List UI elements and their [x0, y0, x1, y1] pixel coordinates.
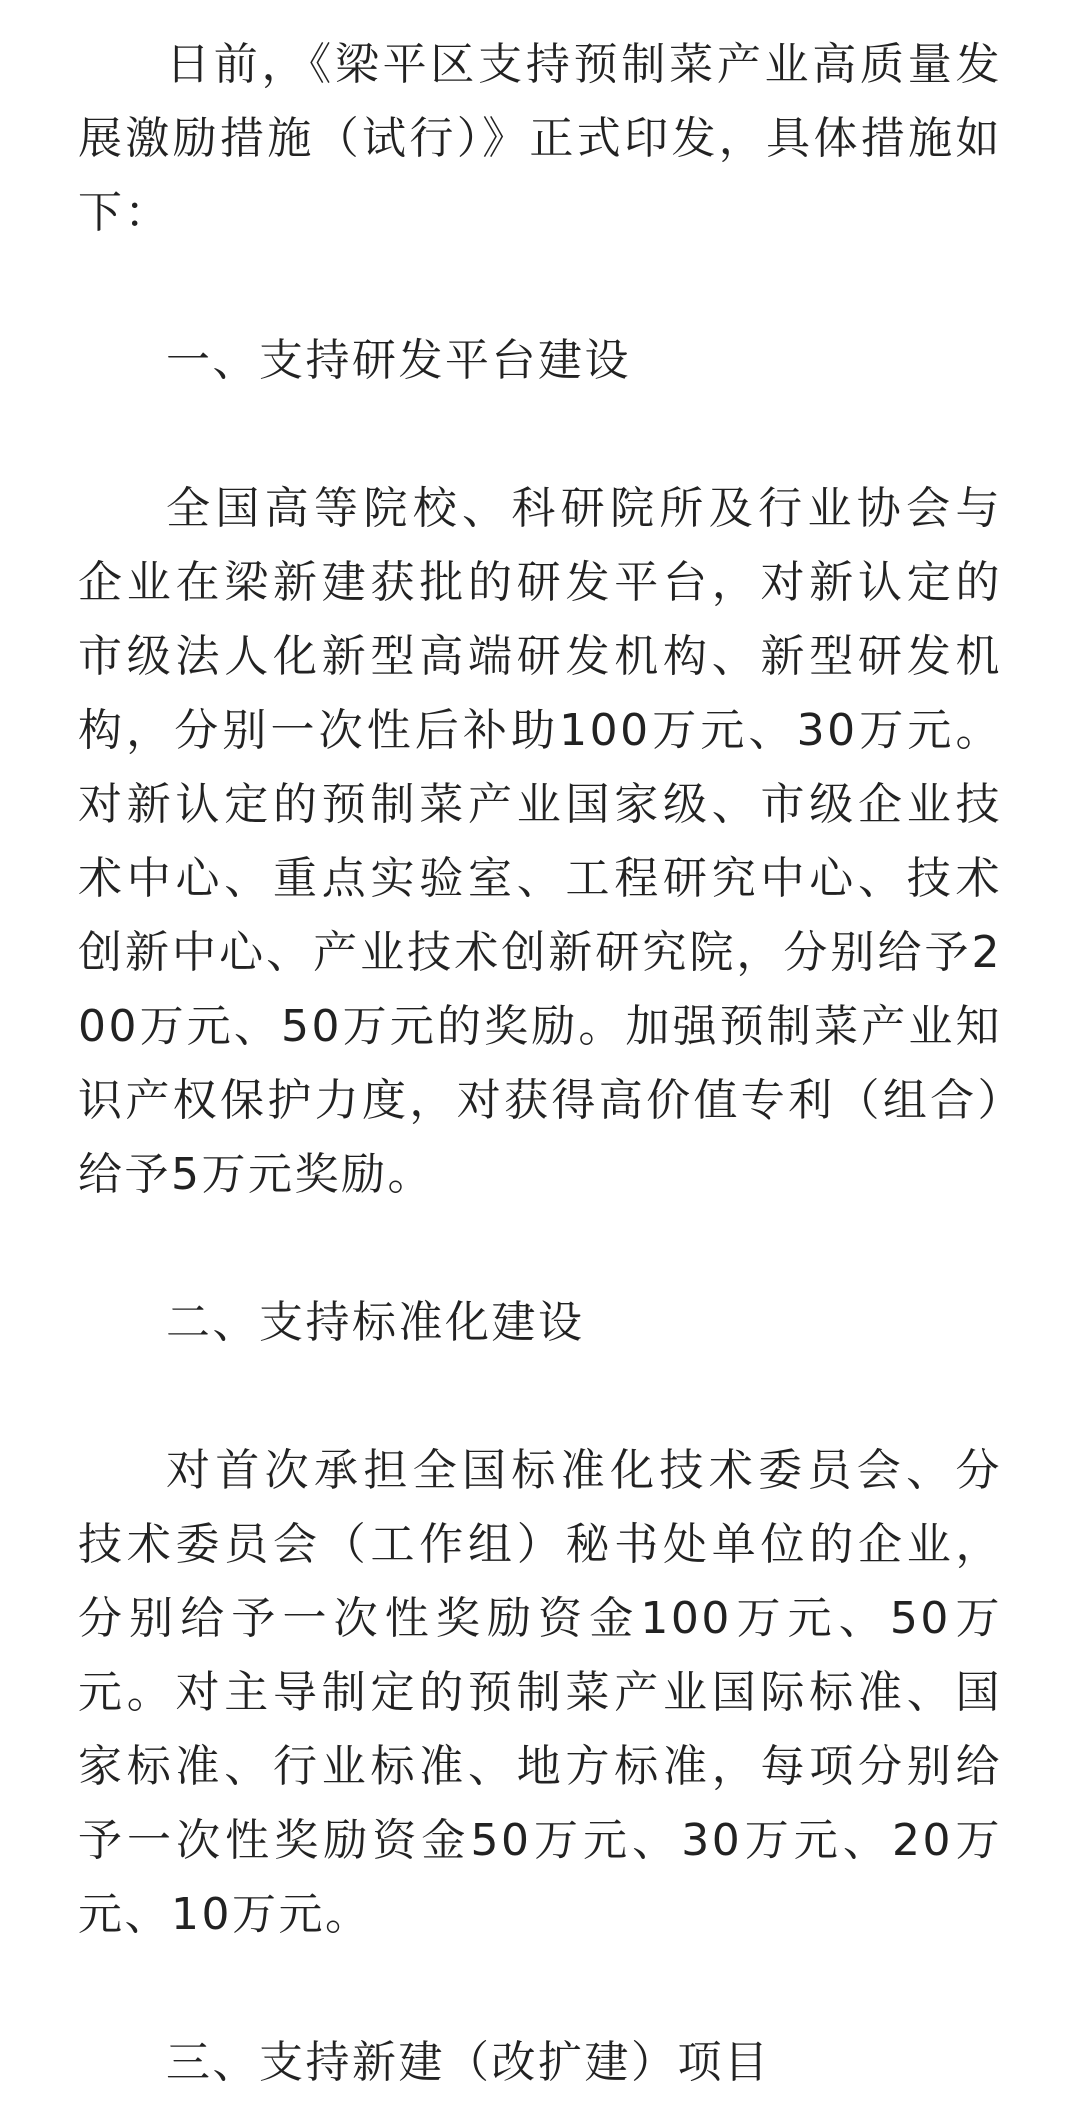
section-heading-2: 二、支持标准化建设 [166, 1297, 585, 1348]
spacer [78, 1360, 1002, 1434]
section-heading-1: 一、支持研发平台建设 [166, 335, 631, 386]
section-body-2: 对首次承担全国标准化技术委员会、分技术委员会（工作组）秘书处单位的企业，分别给予一次性奖励资金100万元、50万元。对主导制定的预制菜产业国际标准、国家标准、行业标准、地方标准，每项分别给予一次性奖励资金50万元、30万元、20万元、10万元。 [78, 1445, 1002, 1940]
intro-paragraph: 日前，《梁平区支持预制菜产业高质量发展激励措施（试行）》正式印发，具体措施如下： [78, 39, 1002, 238]
section-heading-3: 三、支持新建（改扩建）项目 [166, 2037, 771, 2088]
section-body-1: 全国高等院校、科研院所及行业协会与企业在梁新建获批的研发平台，对新认定的市级法人化新型高端研发机构、新型研发机构，分别一次性后补助100万元、30万元。对新认定的预制菜产业国家级、市级企业技术中心、重点实验室、工程研究中心、技术创新中心、产业技术创新研究院，分别给予200万元、50万元的奖励。加强预制菜产业知识产权保护力度，对获得高价值专利（组合）给予5万元奖励。 [78, 483, 1002, 1200]
spacer [78, 398, 1002, 472]
spacer [78, 250, 1002, 324]
spacer [78, 1952, 1002, 2026]
spacer [78, 1212, 1002, 1286]
